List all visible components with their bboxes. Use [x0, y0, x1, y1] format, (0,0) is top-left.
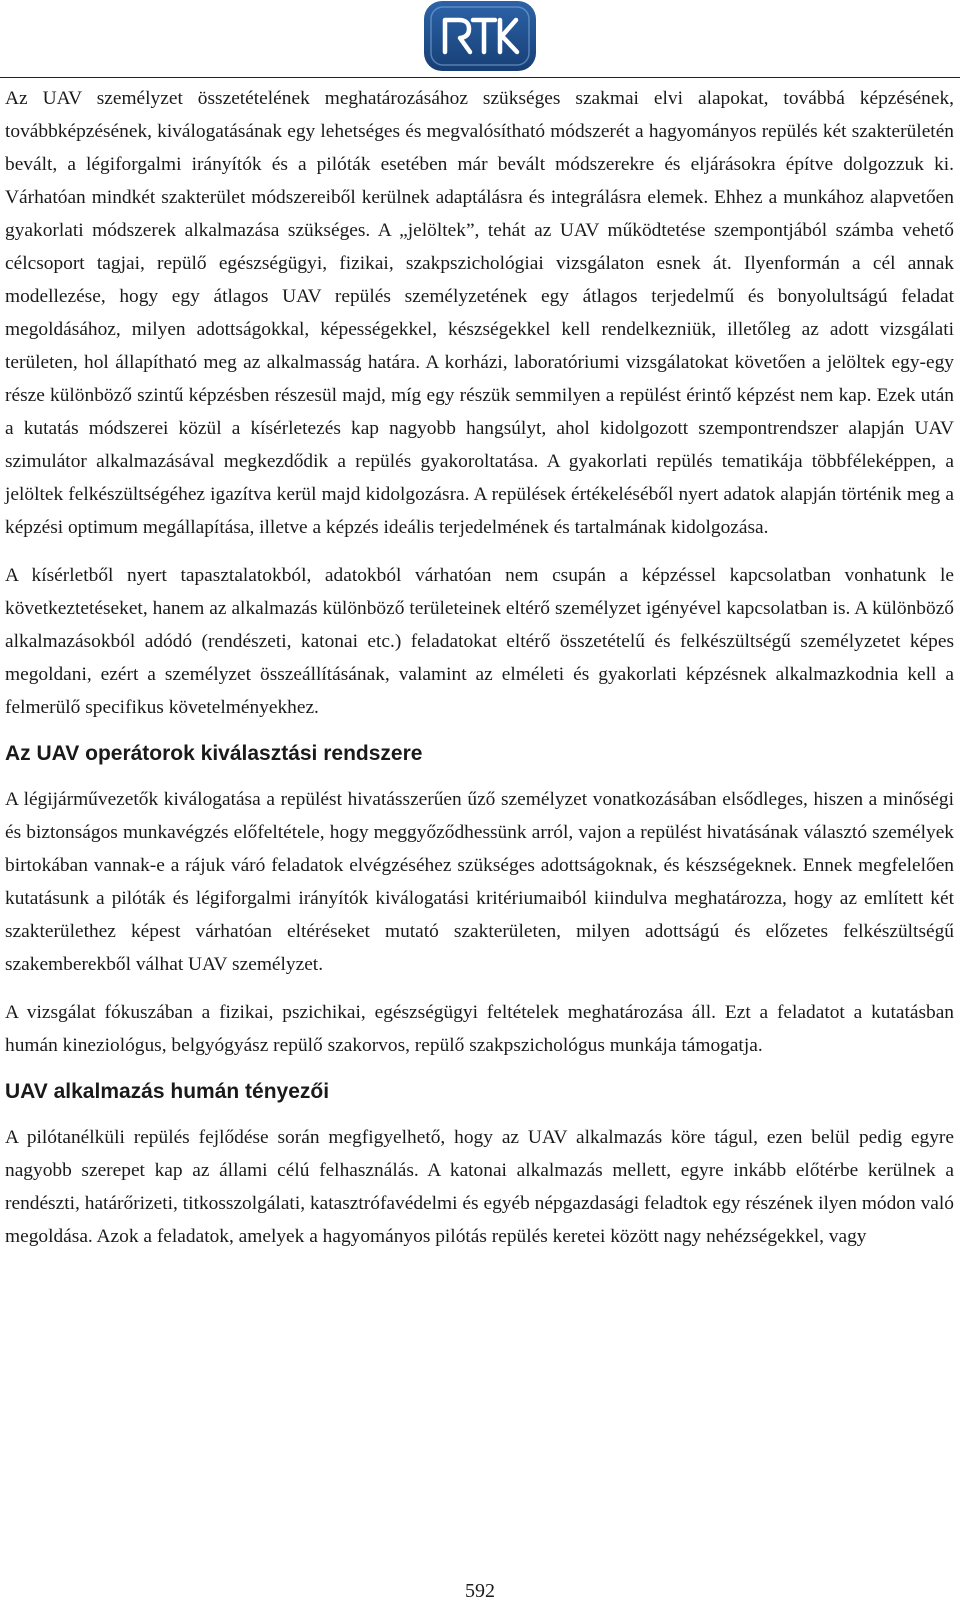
paragraph-unmanned-development: A pilótanélküli repülés fejlődése során megfigyelhető, hogy az UAV alkalmazás köre tágul, ezen belül pedig egyre nagyobb szerepet kap az állami célú felhasználás. A katonai alkalmazás mellett, egyre inkább előtérbe kerülnek a rendészti, határőrizeti, titkosszolgálati, katasztrófavédelmi és egyéb népgazdasági feladtok egy részének ilyen módon való megoldása. Azok a feladatok, amelyek a hagyományos pilótás repülés keretei között nagy nehézségekkel, vagy [5, 1127, 954, 1247]
paragraph-examination-focus: A vizsgálat fókuszában a fizikai, pszichikai, egészségügyi feltételek meghatározása áll. Ezt a feladatot a kutatásban humán kineziológus, belgyógyász repülő szakorvos, repülő szakpszichológus munkája támogatja. [5, 1002, 954, 1056]
rtk-logo-graphic [423, 0, 537, 72]
page-body [5, 82, 954, 1268]
section-heading-human-factors: UAV alkalmazás humán tényezői [5, 1080, 330, 1103]
page-number: 592 [465, 1580, 495, 1602]
paragraph-experiment-conclusions: A kísérletből nyert tapasztalatokból, adatokból várhatóan nem csupán a képzéssel kapcsolatban vonhatunk le következtetéseket, hanem az alkalmazás különböző területeinek eltérő személyzet igényével kapcsolatban is. A különböző alkalmazásokból adódó (rendészeti, katonai etc.) feladatokat eltérő összetételű és felkészültségű személyzetet képes megoldani, ezért a személyzet összeállításának, valamint az elméleti és gyakorlati képzésnek alkalmazkodnia kell a felmerülő specifikus követelményekhez. [5, 565, 954, 718]
rtk-logo [423, 0, 537, 72]
paragraph-uav-personnel-method: Az UAV személyzet összetételének meghatározásához szükséges szakmai elvi alapokat, továbbá képzésének, továbbképzésének, kiválogatásának egy lehetséges és megvalósítható módszerét a hagyományos repülés két szakterületén bevált, a légiforgalmi irányítók és a pilóták esetében már bevált módszerekre és eljárásokra építve dolgozzuk ki. Várhatóan mindkét szakterület módszereiből kerülnek adaptálásra és integrálásra elemek. Ehhez a munkához alapvetően gyakorlati módszerek alkalmazása szükséges. A „jelöltek”, tehát az UAV működtetése szempontjából számba vehető célcsoport tagjai, repülő egészségügyi, fizikai, szakpszichológiai vizsgálaton esnek át. Ilyenformán a cél annak modellezése, hogy egy átlagos UAV repülés személyzetének egy átlagos terjedelmű és bonyolultságú feladat megoldásához, milyen adottságokkal, képességekkel, készségekkel kell rendelkezniük, illetőleg az adott vizsgálati területen, hol állapítható meg az alkalmasság határa. A korházi, laboratóriumi vizsgálatokat követően a jelöltek egy-egy része különböző szintű képzésben részesül majd, míg egy részük semmilyen a repülést érintő képzést nem kap. Ezek után a kutatás módszerei közül a kísérletezés kap nagyobb hangsúlyt, ahol kidolgozott szempontrendszer alapján UAV szimulátor alkalmazásával megkezdődik a repülés gyakoroltatása. A gyakorlati repülés tematikája többféleképpen, a jelöltek felkészültségéhez igazítva kerül majd kidolgozásra. A repülések értékeléséből nyert adatok alapján történik meg a képzési optimum megállapítása, illetve a képzés ideális terjedelmének és tartalmának kidolgozása. [5, 88, 954, 538]
paragraph-pilot-selection: A légijárművezetők kiválogatása a repülést hivatásszerűen űző személyzet vonatkozásában elsődleges, hiszen a minőségi és biztonságos munkavégzés előfeltétele, hogy meggyőződhessünk arról, vajon a repülést hivatásának választó személyek birtokában vannak-e a rájuk váró feladatok elvégzéséhez szükséges adottságoknak, és készségeknek. Ennek megfelelően kutatásunk a pilóták és légiforgalmi irányítók kiválogatási kritériumaiból kiindulva meghatározza, hogy az említett két szakterülethez képest várhatóan eltéréseket mutató szakterületen, milyen adottságú és előzetes felkészültségű szakemberekből válhat UAV személyzet. [5, 789, 954, 975]
section-heading-selection-system: Az UAV operátorok kiválasztási rendszere [5, 742, 423, 765]
header-divider [0, 77, 960, 78]
